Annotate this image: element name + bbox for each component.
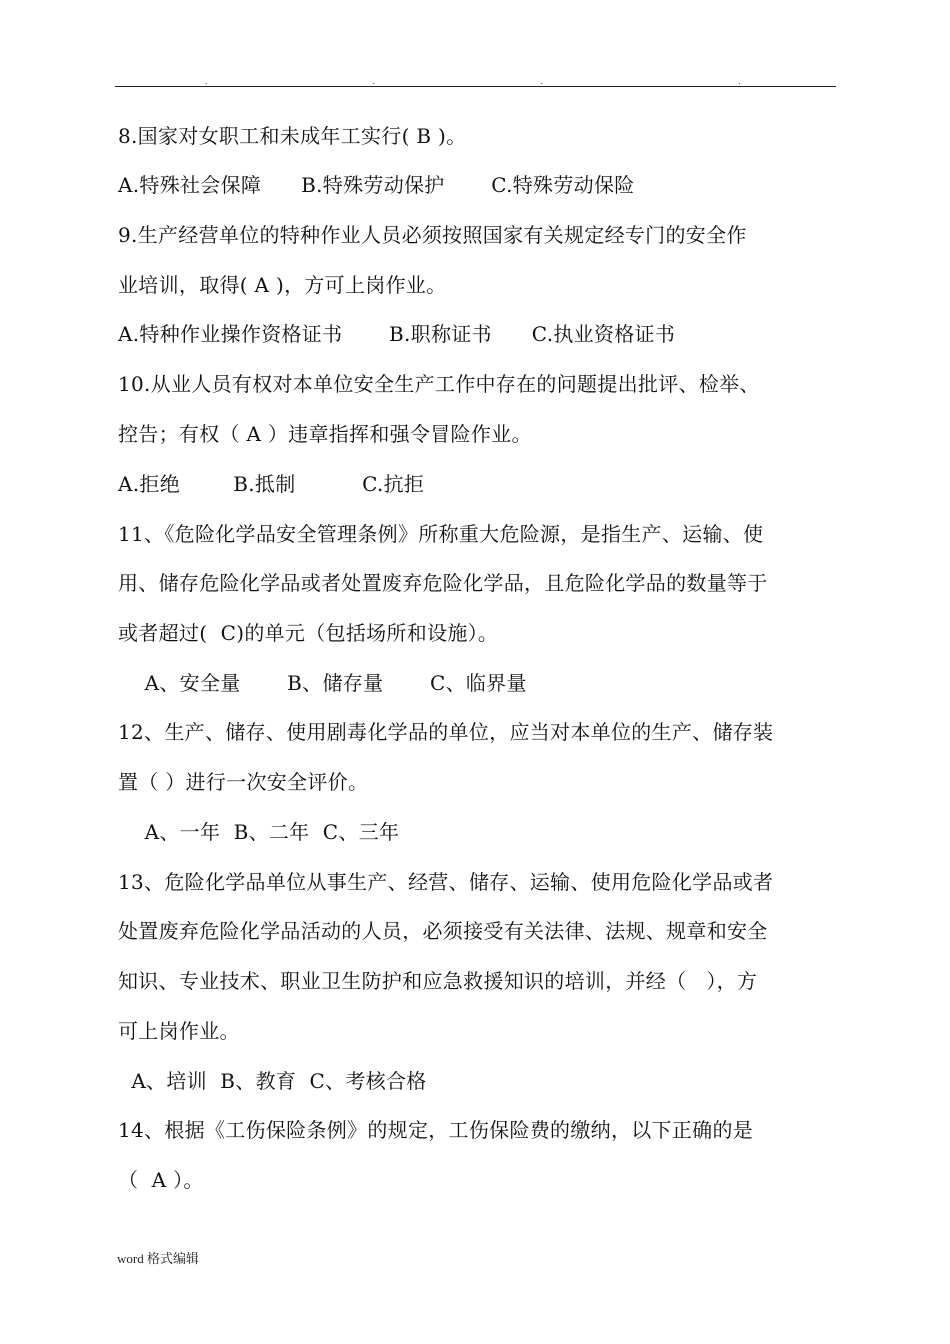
question-13: 13、危险化学品单位从事生产、经营、储存、运输、使用危险化学品或者	[118, 870, 774, 894]
question-8-options: A.特殊社会保障 B.特殊劳动保护 C.特殊劳动保险	[118, 173, 635, 197]
question-12-cont: 置（ ）进行一次安全评价。	[118, 770, 369, 794]
header-rule	[115, 86, 836, 87]
header-dot: .	[205, 77, 208, 86]
question-14: 14、根据《工伤保险条例》的规定，工伤保险费的缴纳，以下正确的是	[118, 1118, 754, 1142]
question-10-options: A.拒绝 B.抵制 C.抗拒	[118, 472, 425, 496]
question-10: 10.从业人员有权对本单位安全生产工作中存在的问题提出批评、检举、	[118, 372, 760, 396]
question-11-options: A、安全量 B、储存量 C、临界量	[118, 671, 527, 695]
question-13-cont: 可上岗作业。	[118, 1019, 240, 1043]
header-dot: .	[372, 77, 375, 86]
question-11-cont: 或者超过( C)的单元（包括场所和设施）。	[118, 621, 499, 645]
question-9-cont: 业培训，取得( A )，方可上岗作业。	[118, 273, 447, 297]
question-14-cont: （ A ）。	[118, 1168, 204, 1192]
question-12: 12、生产、储存、使用剧毒化学品的单位，应当对本单位的生产、储存装	[118, 720, 774, 744]
question-13-options: A、培训 B、教育 C、考核合格	[118, 1069, 427, 1093]
question-12-options: A、一年 B、二年 C、三年	[118, 820, 400, 844]
header-dot: .	[738, 77, 741, 86]
footer-text: word 格式编辑	[117, 1251, 199, 1266]
question-13-cont: 知识、专业技术、职业卫生防护和应急救援知识的培训，并经（ ），方	[118, 969, 758, 993]
question-10-cont: 控告；有权（ A ）违章指挥和强令冒险作业。	[118, 422, 532, 446]
question-11: 11、《危险化学品安全管理条例》所称重大危险源，是指生产、运输、使	[118, 522, 764, 546]
header-dot: .	[540, 77, 543, 86]
question-8: 8.国家对女职工和未成年工实行( B )。	[118, 124, 467, 148]
question-11-cont: 用、储存危险化学品或者处置废弃危险化学品，且危险化学品的数量等于	[118, 571, 768, 595]
question-9: 9.生产经营单位的特种作业人员必须按照国家有关规定经专门的安全作	[118, 223, 747, 247]
question-13-cont: 处置废弃危险化学品活动的人员，必须接受有关法律、法规、规章和安全	[118, 919, 768, 943]
question-9-options: A.特种作业操作资格证书 B.职称证书 C.执业资格证书	[118, 322, 676, 346]
